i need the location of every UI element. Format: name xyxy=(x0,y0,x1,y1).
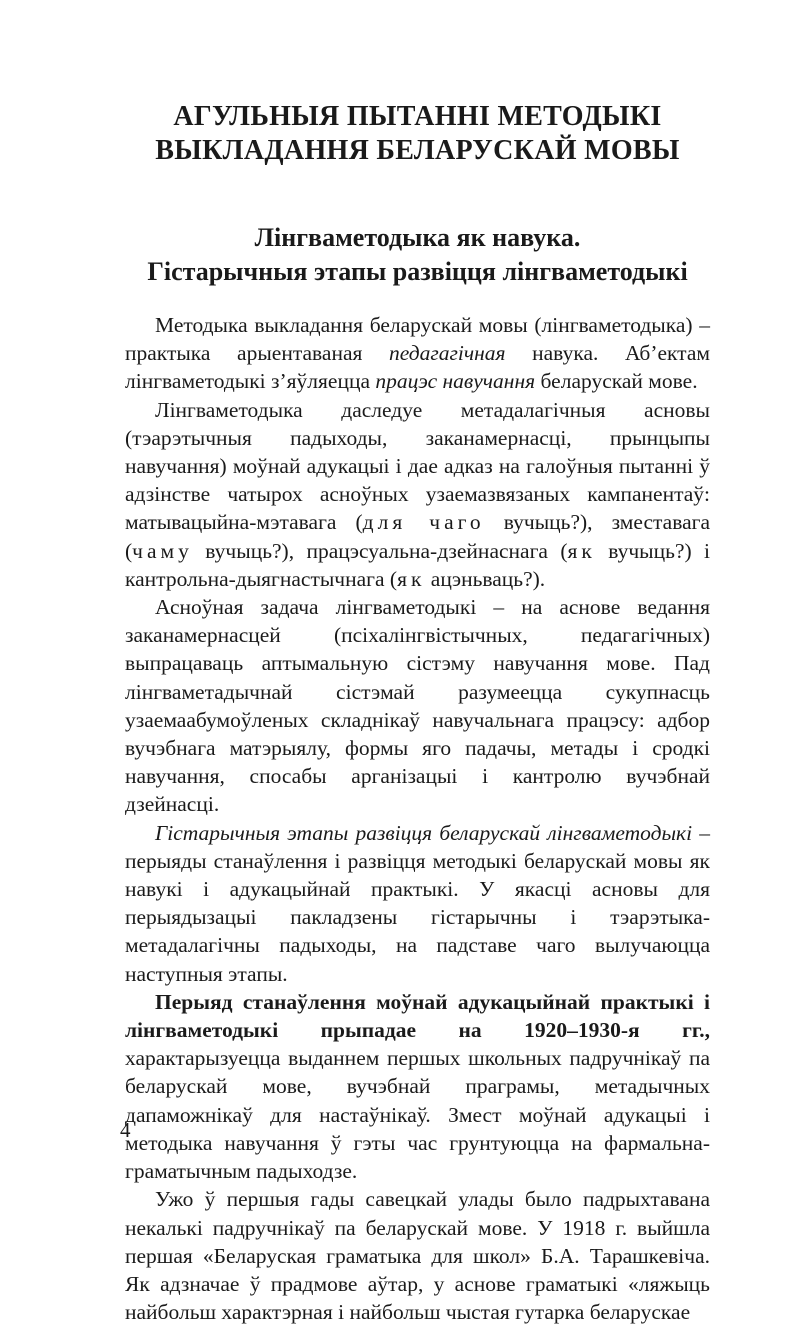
text-run: Методыка выкладання беларускай мовы (лінгваметодыка) – практыка арыентаваная xyxy=(125,313,710,366)
italic-run: Гістарычныя этапы развіцця беларускай лінгваметодыкі xyxy=(155,820,693,845)
chapter-title-line1: АГУЛЬНЫЯ ПЫТАННІ МЕТОДЫКІ xyxy=(173,101,662,132)
section-title-line2: Гістарычныя этапы развіцця лінгваметодыкі xyxy=(147,257,688,286)
page-number: 4 xyxy=(120,1118,131,1142)
paragraph-1 xyxy=(125,311,710,396)
text-run: вучыць?), зместавага ( xyxy=(125,510,710,563)
spaced-run: як xyxy=(567,538,596,563)
bold-run: Перыяд станаўлення моўнай адукацыйнай практыкі і лінгваметодыкі прыпадае на 1920–1930-я гг., xyxy=(125,989,710,1043)
page-content xyxy=(125,100,710,1326)
spaced-run: чаму xyxy=(132,538,193,563)
paragraph-5 xyxy=(125,988,710,1185)
spaced-run: як xyxy=(397,566,426,591)
text-run: – перыяды станаўлення і развіцця методыкі беларускай мовы як навукі і адукацыйнай практыкі. У якасці асновы для перыядызацыі пакладзены гістарычны і тэарэтыка-метадалагічны падыходы, на падставе чаго вылучаюцца наступныя этапы. xyxy=(125,820,711,986)
italic-run: працэс навучання xyxy=(375,369,536,394)
paragraph-6: Ужо ў першыя гады савецкай улады было падрыхтавана некалькі падручнікаў па беларускай мове. У 1918 г. выйшла першая «Беларуская граматыка для школ» Б.А. Тарашкевіча. Як адзначае ў прадмове аўтар, у аснове граматыкі «ляжыць найбольш характэрная і найбольш чыстая гутарка беларускае xyxy=(125,1187,710,1325)
spaced-run: для чаго xyxy=(362,510,485,535)
text-run: вучыць?), працэсуальна-дзейнаснага ( xyxy=(192,538,568,563)
text-run: Лінгваметодыка даследуе метадалагічныя асновы (тэарэтычныя падыходы, заканамернасці, прынцыпы навучання) моўнай адукацыі і дае адказ на галоўныя пытанні ў адзінстве чатырох асноўных узаемазвязаных кампанентаў: матывацыйна-мэтавага ( xyxy=(125,397,710,535)
body-text xyxy=(125,311,710,1326)
text-run: характарызуецца выданнем першых школьных падручнікаў па беларускай мове, вучэбнай праграмы, метадычных дапаможнікаў для настаўнікаў. Змест моўнай адукацыі і методыка навучання ў гэты час грунтуюцца на фармальна-граматычным падыходзе. xyxy=(125,1046,710,1184)
paragraph-2 xyxy=(125,396,710,593)
section-title xyxy=(125,221,710,289)
chapter-title-line2: ВЫКЛАДАННЯ БЕЛАРУСКАЙ МОВЫ xyxy=(155,135,680,166)
text-run: беларускай мове. xyxy=(535,369,698,394)
paragraph-3: Асноўная задача лінгваметодыкі – на аснове ведання заканамернасцей (псіхалінгвістычных, педагагічных) выпрацаваць аптымальную сістэму навучання мове. Пад лінгваметадычнай сістэмай разумеецца сукупнасць узаемаабумоўленых складнікаў навучальнага працэсу: адбор вучэбнага матэрыялу, формы яго падачы, метады і сродкі навучання, спосабы арганізацыі і кантролю вучэбнай дзейнасці. xyxy=(125,595,710,817)
text-run: навука. Аб’ектам лінгваметодыкі з’яўляецца xyxy=(125,341,710,394)
text-run: ацэньваць?). xyxy=(425,566,546,591)
text-run: вучыць?) і кантрольна-дыягнастычнага ( xyxy=(125,538,710,591)
section-title-line1: Лінгваметодыка як навука. xyxy=(254,223,581,252)
chapter-title xyxy=(125,100,710,168)
paragraph-4 xyxy=(125,819,710,988)
italic-run: педагагічная xyxy=(388,341,506,366)
